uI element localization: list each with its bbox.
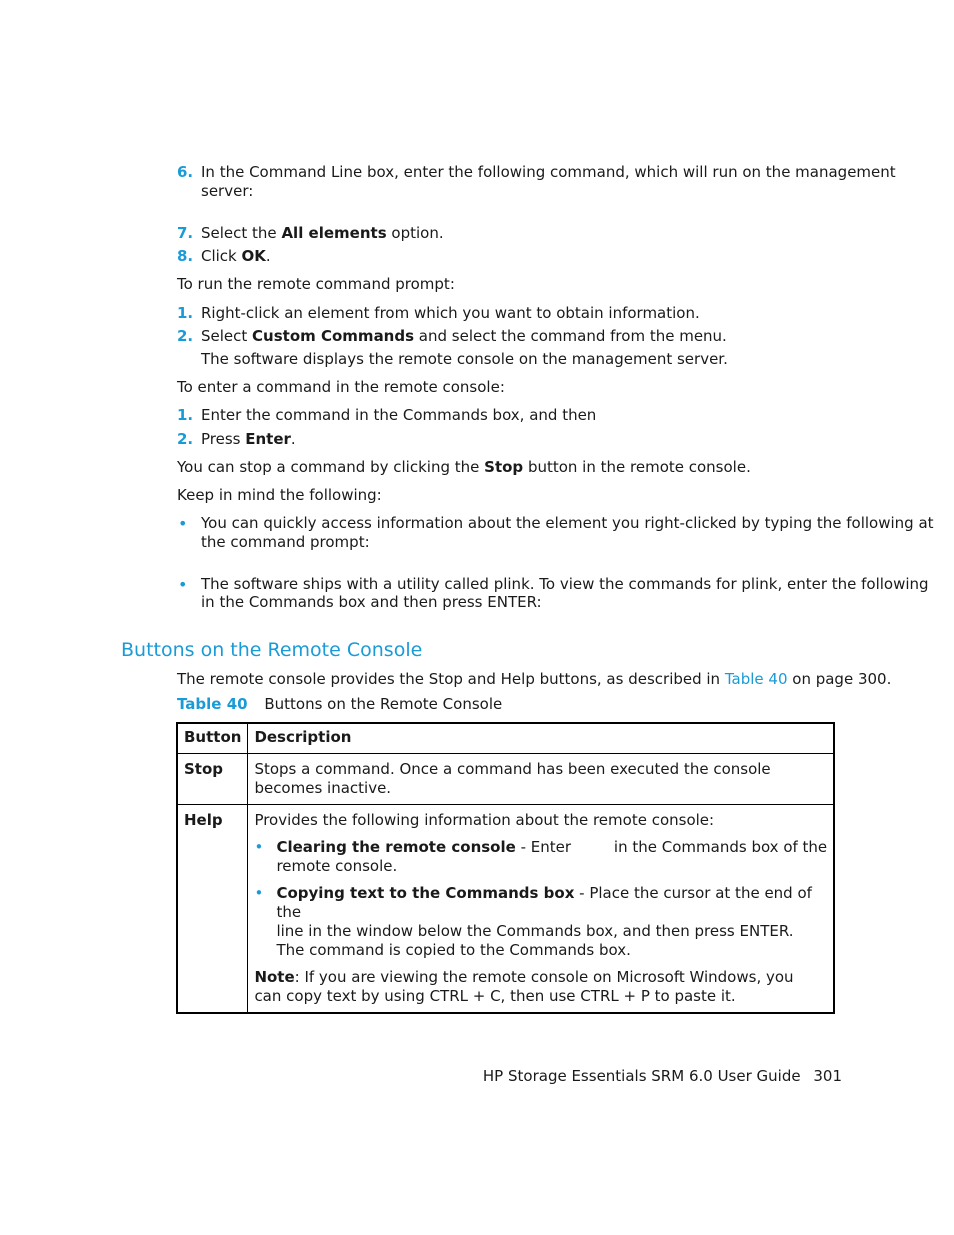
footer-title: HP Storage Essentials SRM 6.0 User Guide	[482, 1067, 801, 1085]
run-step-2-note: The software displays the remote console on the management server.	[201, 350, 728, 368]
table-caption-label: Table 40	[177, 695, 248, 713]
bullet-item-2	[0, 575, 954, 615]
bullet-icon: •	[178, 575, 188, 594]
bullet-text-continued: in the Commands box and then press ENTER:	[201, 593, 542, 611]
header-description: Description	[248, 723, 834, 754]
bullet-icon: •	[254, 838, 264, 856]
bullet-item-1	[0, 514, 954, 554]
step-text: In the Command Line box, enter the following command, which will run on the management	[201, 163, 896, 181]
step-text: Click OK.	[201, 247, 271, 265]
run-intro: To run the remote command prompt:	[177, 275, 455, 293]
bullet-text: You can quickly access information about the element you right-clicked by typing the following at	[201, 514, 934, 532]
step-text-continued: server:	[201, 182, 254, 200]
table-row	[177, 805, 834, 1014]
table-row	[177, 754, 834, 805]
table-header-row	[177, 723, 834, 754]
step-number: 6.	[177, 163, 194, 181]
row-description	[248, 805, 834, 1014]
button-name: Stop	[484, 458, 524, 476]
section-intro: The remote console provides the Stop and Help buttons, as described in Table 40 on page 300.	[177, 670, 892, 688]
bullet-icon: •	[254, 884, 264, 902]
step-number: 2.	[177, 327, 194, 345]
enter-intro: To enter a command in the remote console:	[177, 378, 505, 396]
help-bullet-2: • Copying text to the Commands box - Place the cursor at the end of the line in the window below the Commands box, and then press ENTER. The command is copied to the Commands box.	[254, 884, 812, 959]
key-name: Enter	[245, 430, 291, 448]
button-name: OK	[241, 247, 266, 265]
row-description: Stops a command. Once a command has been executed the console becomes inactive.	[248, 754, 834, 805]
page-footer	[483, 1067, 842, 1085]
step-text: Enter the command in the Commands box, and then	[201, 406, 597, 424]
row-button-name: Help	[177, 805, 248, 1014]
step-number: 1.	[177, 406, 194, 424]
keep-intro: Keep in mind the following:	[177, 486, 382, 504]
help-note: Note: If you are viewing the remote console on Microsoft Windows, you can copy text by using CTRL + C, then use CTRL + P to paste it.	[254, 968, 794, 1005]
option-name: All elements	[281, 224, 387, 242]
bullet-text: The software ships with a utility called plink. To view the commands for plink, enter the following	[201, 575, 929, 593]
table-caption	[177, 695, 502, 714]
stop-sentence: You can stop a command by clicking the Stop button in the remote console.	[177, 458, 751, 476]
step-number: 1.	[177, 304, 194, 322]
step-text: Press Enter.	[201, 430, 296, 448]
help-intro: Provides the following information about the remote console:	[254, 811, 715, 829]
bullet-text-continued: the command prompt:	[201, 533, 370, 551]
buttons-table	[176, 722, 835, 1014]
help-bullet-1: • Clearing the remote console - Enter in the Commands box of the remote console.	[254, 838, 828, 875]
row-button-name: Stop	[177, 754, 248, 805]
table-caption-title: Buttons on the Remote Console	[264, 695, 503, 713]
section-heading: Buttons on the Remote Console	[121, 639, 423, 661]
step-text: Right-click an element from which you want to obtain information.	[201, 304, 700, 322]
table-link[interactable]: Table 40	[724, 670, 788, 688]
step-text: Select Custom Commands and select the command from the menu.	[201, 327, 727, 345]
step-number: 2.	[177, 430, 194, 448]
step-number: 8.	[177, 247, 194, 265]
step-text: Select the All elements option.	[201, 224, 444, 242]
header-button: Button	[177, 723, 248, 754]
step-number: 7.	[177, 224, 194, 242]
step-6	[0, 163, 954, 203]
menu-name: Custom Commands	[252, 327, 415, 345]
bullet-icon: •	[178, 514, 188, 533]
page-number: 301	[813, 1067, 842, 1085]
